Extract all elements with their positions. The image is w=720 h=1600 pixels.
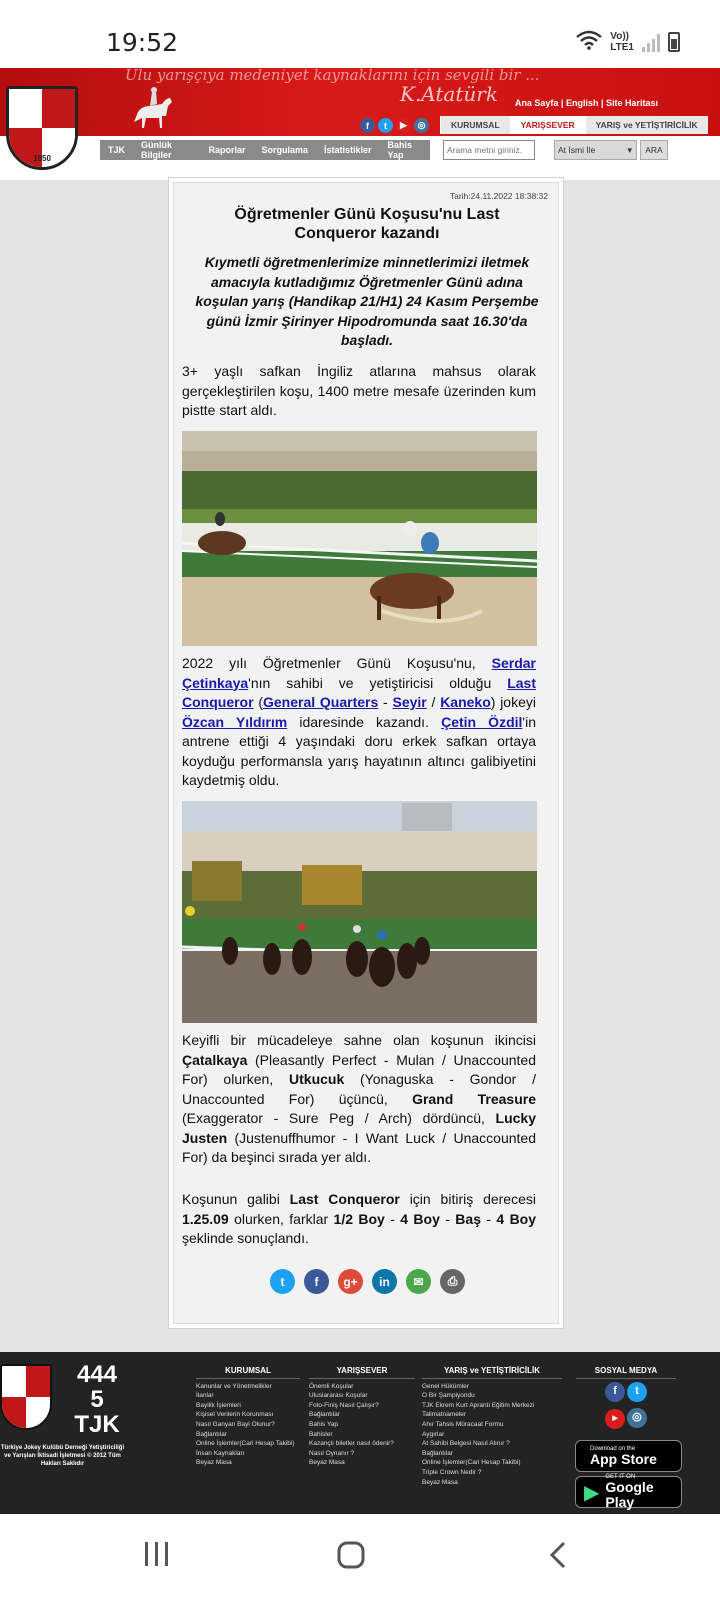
owner-link[interactable]: Serdar Çetinkaya bbox=[182, 655, 536, 691]
footer-link[interactable]: Bayilik İşlemleri bbox=[196, 1401, 241, 1409]
damsire-link[interactable]: Kaneko bbox=[440, 694, 491, 710]
footer-link[interactable]: Kanunlar ve Yönetmelikler bbox=[196, 1382, 272, 1390]
play-icon: ▶ bbox=[584, 1481, 600, 1504]
recent-apps-icon[interactable] bbox=[142, 1540, 172, 1576]
tab-kurumsal[interactable]: KURUMSAL bbox=[440, 116, 510, 134]
nav-item-istatistikler[interactable]: İstatistikler bbox=[324, 145, 372, 155]
footer-link[interactable]: Nasıl Oynanır ? bbox=[309, 1449, 355, 1457]
tab-yaris-yetistiricilik[interactable]: YARIŞ ve YETİŞTİRİCİLİK bbox=[585, 116, 708, 134]
share-email-icon[interactable]: ✉ bbox=[406, 1269, 431, 1294]
status-time: 19:52 bbox=[106, 28, 179, 57]
footer-link[interactable]: Foto-Finiş Nasıl Çalışır? bbox=[309, 1401, 379, 1409]
search-input[interactable] bbox=[443, 140, 535, 160]
dam-link[interactable]: Seyir bbox=[392, 694, 427, 710]
top-links[interactable]: Ana Sayfa | English | Site Haritası bbox=[514, 98, 658, 108]
footer-link[interactable]: Önemli Koşular bbox=[309, 1382, 354, 1390]
red-banner bbox=[0, 68, 720, 136]
print-icon[interactable]: ⎙ bbox=[440, 1269, 465, 1294]
battery-icon bbox=[668, 32, 680, 52]
twitter-icon[interactable]: t bbox=[627, 1382, 647, 1402]
home-icon[interactable] bbox=[336, 1540, 366, 1578]
site-footer bbox=[0, 1352, 720, 1514]
sire-link[interactable]: General Quarters bbox=[263, 694, 379, 710]
signature: K.Atatürk bbox=[400, 82, 498, 106]
race-photo-1 bbox=[182, 431, 537, 646]
back-icon[interactable] bbox=[548, 1540, 568, 1578]
footer-link[interactable]: Bağlantılar bbox=[309, 1411, 341, 1419]
article bbox=[173, 182, 559, 1324]
share-googleplus-icon[interactable]: g+ bbox=[338, 1269, 363, 1294]
nav-item-gunluk-bilgiler[interactable]: Günlük Bilgiler bbox=[141, 140, 173, 160]
facebook-icon[interactable]: f bbox=[360, 118, 375, 133]
status-icons bbox=[576, 30, 680, 53]
footer-link[interactable]: Uluslararası Koşular bbox=[309, 1392, 368, 1400]
share-facebook-icon[interactable]: f bbox=[304, 1269, 329, 1294]
footer-link[interactable]: Nasıl Ganyan Bayi Olunur? bbox=[196, 1420, 275, 1428]
footer-link[interactable]: Beyaz Masa bbox=[309, 1459, 345, 1467]
footer-link[interactable]: Beyaz Masa bbox=[196, 1459, 232, 1467]
network-label: Vo)) LTE1 bbox=[610, 30, 634, 53]
footer-link[interactable]: Genel Hükümler bbox=[422, 1382, 469, 1390]
section-tabs bbox=[440, 116, 708, 134]
article-card bbox=[168, 177, 564, 1329]
footer-link[interactable]: Kazançlı biletler nasıl ödenir? bbox=[309, 1440, 394, 1448]
footer-logo[interactable] bbox=[0, 1364, 52, 1430]
trainer-link[interactable]: Çetin Özdil bbox=[441, 713, 523, 730]
footer-link[interactable]: TJK Ekrem Kurt Apranti Eğitim Merkezi bbox=[422, 1401, 535, 1409]
share-linkedin-icon[interactable]: in bbox=[372, 1269, 397, 1294]
status-bar bbox=[0, 0, 720, 68]
race-photo-2 bbox=[182, 801, 537, 1023]
footer-link[interactable]: Beyaz Masa bbox=[422, 1478, 458, 1486]
share-buttons bbox=[270, 1269, 465, 1294]
main-nav bbox=[100, 140, 430, 160]
google-play-button[interactable]: ▶ GET IT ON Google Play bbox=[575, 1476, 682, 1508]
article-paragraph-2: 2022 yılı Öğretmenler Günü Koşusu'nu, Serdar Çetinkaya'nın sahibi ve yetiştiricisi olduğu Last Conqueror (General Quarters - Seyir / Kaneko) jokeyi Özcan Yıldırım idaresinde kazandı. Çetin Özdil'in antrene ettiği 4 yaşındaki doru erkek safkan ortaya koyduğu performansla yarış hayatının altıncı galibiyetini kaydetmiş oldu. bbox=[182, 655, 536, 788]
footer-col-yaris-yetistiricilik: YARIŞ ve YETİŞTİRİCİLİK Genel Hükümler O Bir Şampiyondu TJK Ekrem Kurt Apranti Eğitim Merkezi Talimatnameler Ahır Tahsis Müracaat Formu Aygırlar At Sahibi Belgesi Nasıl Alınır ? Bağlantılar Online İşlemler(Cari Hesap Takibi) Triple Crown Nedir ? Beyaz Masa bbox=[422, 1366, 562, 1487]
tab-yarissever[interactable]: YARIŞSEVER bbox=[510, 116, 585, 134]
nav-item-sorgulama[interactable]: Sorgulama bbox=[261, 145, 309, 155]
article-date: Tarih:24.11.2022 18:38:32 bbox=[449, 191, 548, 201]
footer-link[interactable]: Talimatnameler bbox=[422, 1411, 467, 1419]
article-title: Öğretmenler Günü Koşusu'nu Last Conqueror kazandı bbox=[234, 206, 500, 242]
footer-col-yarissever: YARIŞSEVER Önemli Koşular Uluslararası Koşular Foto-Finiş Nasıl Çalışır? Bağlantılar Bahis Yap Bahisler Kazançlı biletler nasıl ödenir? Nasıl Oynanır ? Beyaz Masa bbox=[309, 1366, 415, 1468]
nav-item-bahis-yap[interactable]: Bahis Yap bbox=[387, 140, 413, 160]
article-lead: Kıymetli öğretmenlerimize minnetlerimizi iletmek amacıyla kutladığımız Öğretmenler Günü adına koşulan yarış (Handikap 21/H1) 24 Kasım Perşembe günü İzmir Şirinyer Hipodromunda saat 16.30'da başladı. bbox=[195, 254, 539, 348]
footer-link[interactable]: Kişisel Verilerin Korunması bbox=[196, 1411, 274, 1419]
footer-link[interactable]: Online İşlemler(Cari Hesap Takibi) bbox=[422, 1459, 521, 1467]
tjk-logo[interactable] bbox=[6, 86, 78, 170]
footer-link[interactable]: Triple Crown Nedir ? bbox=[422, 1468, 482, 1476]
footer-link[interactable]: Bahisler bbox=[309, 1430, 333, 1438]
youtube-icon[interactable]: ▶ bbox=[605, 1409, 625, 1429]
header-social-icons bbox=[360, 118, 429, 133]
site-header bbox=[0, 68, 720, 180]
signal-icon bbox=[642, 32, 660, 52]
app-store-button[interactable]: Download on the App Store bbox=[575, 1440, 682, 1472]
android-nav-bar bbox=[0, 1514, 720, 1600]
footer-social: SOSYAL MEDYA f t ▶ ◎ bbox=[576, 1366, 676, 1429]
footer-link[interactable]: Bağlantılar bbox=[196, 1430, 228, 1438]
instagram-icon[interactable]: ◎ bbox=[414, 118, 429, 133]
footer-link[interactable]: At Sahibi Belgesi Nasıl Alınır ? bbox=[422, 1440, 510, 1448]
article-paragraph-4: Koşunun galibi Last Conqueror için bitiriş derecesi 1.25.09 olurken, farklar 1/2 Boy - 4 Boy - Baş - 4 Boy şeklinde sonuçlandı. bbox=[182, 1191, 537, 1246]
footer-link[interactable]: Bahis Yap bbox=[309, 1420, 339, 1428]
footer-phone: 444 5 TJK bbox=[74, 1361, 120, 1438]
article-paragraph-3: Keyifli bir mücadeleye sahne olan koşunun ikincisi Çatalkaya (Pleasantly Perfect - Mulan / Unaccounted For) olurken, Utkucuk (Yonaguska - Gondor / Unaccounted For) üçüncü, Grand Treasure (Exaggerator - Sure Peg / Arch) dördüncü, Lucky Justen (Justenuffhumor - I Want Luck / Unaccounted For) da beşinci sırada yer aldı. bbox=[182, 1032, 536, 1165]
nav-item-tjk[interactable]: TJK bbox=[108, 145, 126, 155]
footer-link[interactable]: Bağlantılar bbox=[422, 1449, 454, 1457]
facebook-icon[interactable]: f bbox=[605, 1382, 625, 1402]
footer-link[interactable]: Ahır Tahsis Müracaat Formu bbox=[422, 1420, 504, 1428]
search-type-select[interactable]: At İsmi İle ▾ bbox=[554, 140, 637, 160]
share-twitter-icon[interactable]: t bbox=[270, 1269, 295, 1294]
horse-statue-icon bbox=[128, 86, 178, 134]
footer-link[interactable]: Aygırlar bbox=[422, 1430, 445, 1438]
footer-link[interactable]: İlanlar bbox=[196, 1392, 214, 1400]
article-paragraph-1: 3+ yaşlı safkan İngiliz atlarına mahsus olarak gerçekleştirilen koşu, 1400 metre mesafe üzerinden kum pistte start aldı. bbox=[182, 363, 536, 418]
instagram-icon[interactable]: ◎ bbox=[627, 1408, 647, 1428]
jockey-link[interactable]: Özcan Yıldırım bbox=[182, 713, 288, 730]
chevron-down-icon: ▾ bbox=[627, 145, 632, 155]
search-button[interactable]: ARA bbox=[640, 140, 668, 160]
logo-year: 1950 bbox=[33, 154, 51, 163]
banner-quote: Ulu yarışçıya medeniyet kaynaklarını için sevgili bir ... bbox=[125, 66, 540, 84]
horse-link[interactable]: Last Conqueror bbox=[182, 674, 536, 710]
wifi-icon bbox=[576, 30, 602, 53]
twitter-icon[interactable]: t bbox=[378, 118, 393, 133]
footer-link[interactable]: Online İşlemler(Cari Hesap Takibi) bbox=[196, 1440, 295, 1448]
footer-company: Türkiye Jokey Kulübü Derneği Yetiştiriciliği ve Yarışları İktisadi İşletmesi © 2012 Tüm Hakları Saklıdır bbox=[0, 1445, 125, 1467]
footer-col-kurumsal: KURUMSAL Kanunlar ve Yönetmelikler İlanlar Bayilik İşlemleri Kişisel Verilerin Korunması Nasıl Ganyan Bayi Olunur? Bağlantılar Online İşlemler(Cari Hesap Takibi) İnsan Kaynakları Beyaz Masa bbox=[196, 1366, 300, 1468]
footer-link[interactable]: İnsan Kaynakları bbox=[196, 1449, 245, 1457]
youtube-icon[interactable]: ▶ bbox=[396, 118, 411, 133]
footer-link[interactable]: O Bir Şampiyondu bbox=[422, 1392, 475, 1400]
nav-item-raporlar[interactable]: Raporlar bbox=[208, 145, 246, 155]
